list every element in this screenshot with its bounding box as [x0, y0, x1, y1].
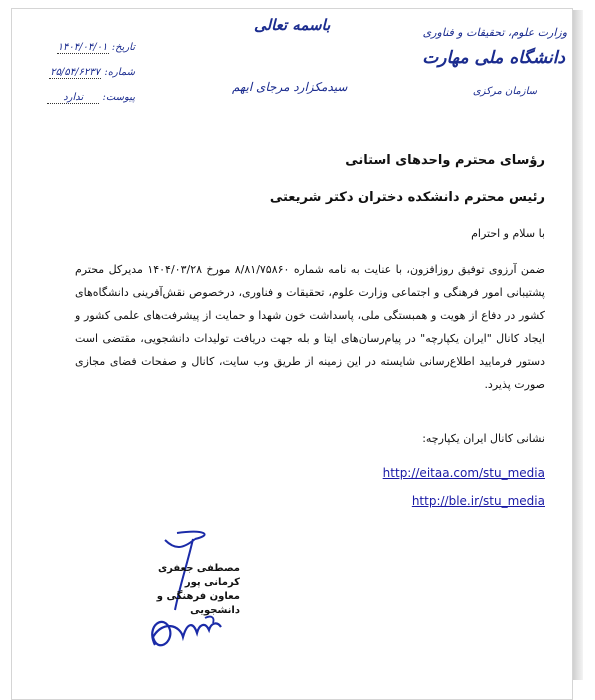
number-field: [40, 67, 135, 79]
signer-title: معاون فرهنگی و دانشجویی: [156, 591, 240, 616]
bismillah-heading: باسمه تعالی: [254, 16, 331, 34]
organization-name: سازمان مرکزی: [472, 86, 537, 97]
page-shadow: [573, 10, 583, 680]
signer-name: مصطفی جعفری کرمانی پور: [157, 563, 240, 588]
attachment-label: پیوست:: [102, 92, 135, 103]
motto-text: سیدمکزارد مرجای ایهم: [232, 80, 348, 94]
date-value: ۱۴۰۴/۰۴/۰۱: [57, 42, 108, 53]
date-label: تاریخ:: [111, 42, 135, 53]
ministry-name: وزارت علوم، تحقیقات و فناوری: [422, 26, 567, 39]
eitaa-link[interactable]: http://eitaa.com/stu_media: [382, 466, 545, 480]
channel-heading: نشانی کانال ایران یکپارچه:: [422, 432, 545, 445]
attachment-field: [40, 92, 135, 104]
number-label: شماره:: [104, 67, 135, 78]
date-field: [40, 42, 135, 54]
body-paragraph: ضمن آرزوی توفیق روزافزون، با عنایت به نامه شماره ۸/۸۱/۷۵۸۶۰ مورخ ۱۴۰۴/۰۳/۲۸ مدیرکل محترم پشتیبانی امور فرهنگی و اجتماعی وزارت علوم، تحقیقات و فناوری، درخصوص نقش‌آفرینی دانشگاه‌های کشور در دفاع از هویت و همبستگی ملی، پاسداشت خون شهدا و حمایت از پیشرفت‌های علمی کشور و ایجاد کانال "ایران یکپارچه" در پیام‌رسان‌های ایتا و بله جهت دریافت تولیدات دانشجویی، مقتضی است دستور فرمایید اطلاع‌رسانی شایسته در این زمینه از طریق وب سایت، کانال و صفحات فضای مجازی صورت پذیرد.: [75, 263, 545, 391]
bale-link[interactable]: http://ble.ir/stu_media: [411, 494, 545, 508]
university-logo: دانشگاه ملی مهارت: [422, 48, 565, 68]
number-value: ۲۵/۵۴/۶۲۳۷: [50, 67, 101, 78]
signature-block: [130, 562, 240, 618]
recipient-1: رؤسای محترم واحدهای استانی: [345, 153, 545, 168]
attachment-value: ندارد: [47, 92, 99, 104]
greeting: با سلام و احترام: [471, 227, 545, 240]
recipient-2: رئیس محترم دانشکده دختران دکتر شریعتی: [269, 190, 545, 205]
